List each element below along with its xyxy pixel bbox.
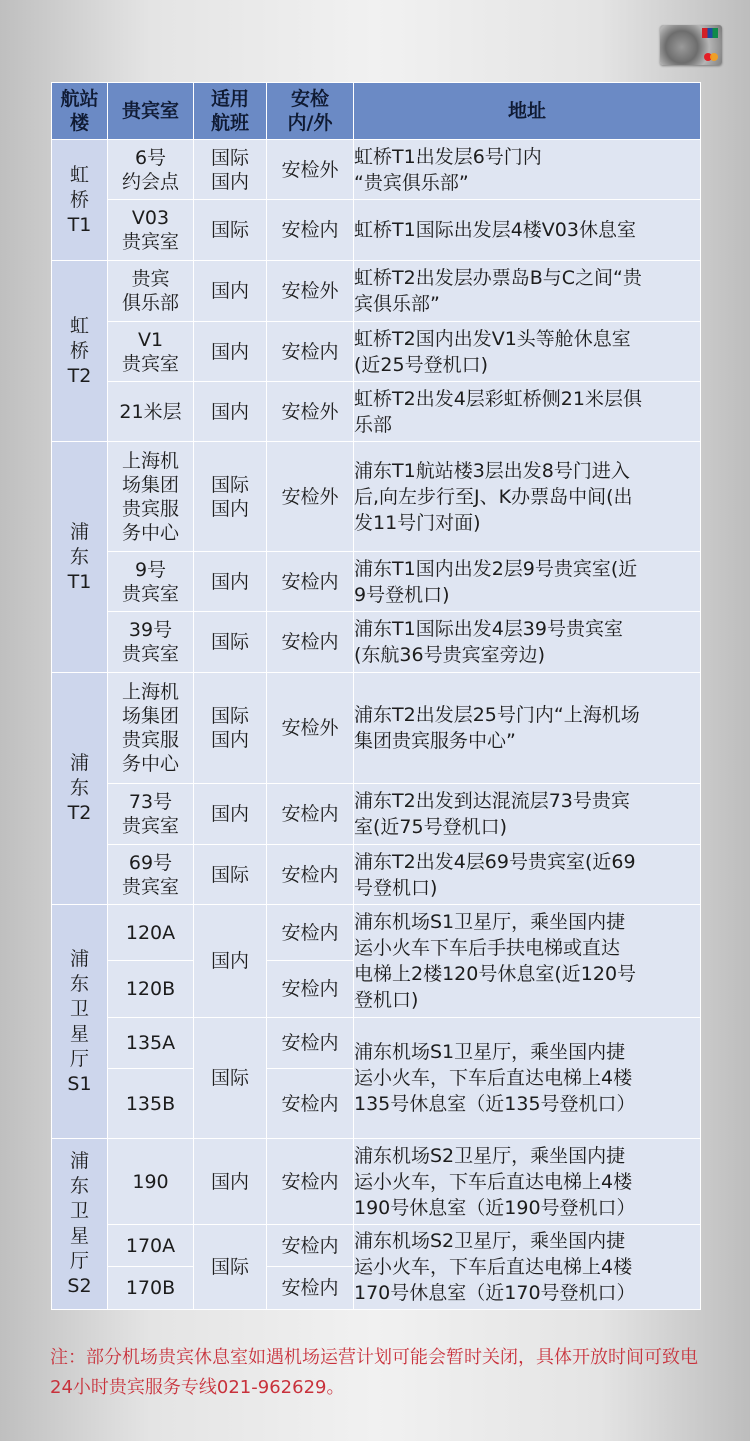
- lounge-cell: 135A: [108, 1018, 194, 1069]
- address-cell: 浦东机场S2卫星厅，乘坐国内捷 运小火车，下车后直达电梯上4楼 170号休息室（近170号登机口）: [354, 1225, 701, 1310]
- security-cell: 安检内: [267, 961, 354, 1018]
- lounge-cell: 39号 贵宾室: [108, 612, 194, 673]
- flights-cell: 国内: [194, 261, 267, 322]
- address-cell: 虹桥T1国际出发层4楼V03休息室: [354, 200, 701, 261]
- lounge-cell: 73号 贵宾室: [108, 784, 194, 845]
- address-cell: 虹桥T2国内出发V1头等舱休息室 (近25号登机口): [354, 322, 701, 382]
- lounge-cell: 上海机 场集团 贵宾服 务中心: [108, 673, 194, 784]
- terminal-cell-pudong-s1: 浦 东 卫 星 厅 S1: [52, 905, 108, 1139]
- security-cell: 安检内: [267, 784, 354, 845]
- table-row: [52, 442, 701, 552]
- flights-cell: 国际 国内: [194, 140, 267, 200]
- flights-cell: 国际: [194, 200, 267, 261]
- terminal-cell-hongqiao-t2: 虹 桥 T2: [52, 261, 108, 442]
- address-cell: 浦东T2出发层25号门内“上海机场 集团贵宾服务中心”: [354, 673, 701, 784]
- security-cell: 安检内: [267, 612, 354, 673]
- header-terminal: 航站 楼: [52, 83, 108, 140]
- flights-cell: 国内: [194, 905, 267, 1018]
- security-cell: 安检内: [267, 845, 354, 905]
- terminal-cell-pudong-s2: 浦 东 卫 星 厅 S2: [52, 1139, 108, 1310]
- address-cell: 浦东机场S1卫星厅，乘坐国内捷 运小火车，下车后直达电梯上4楼 135号休息室（近135号登机口）: [354, 1018, 701, 1139]
- header-security: 安检 内/外: [267, 83, 354, 140]
- flights-cell: 国际: [194, 1018, 267, 1139]
- terminal-cell-pudong-t1: 浦 东 T1: [52, 442, 108, 673]
- header-flights: 适用 航班: [194, 83, 267, 140]
- flights-cell: 国际 国内: [194, 442, 267, 552]
- address-cell: 浦东T1航站楼3层出发8号门进入 后,向左步行至J、K办票岛中间(出 发11号门对面): [354, 442, 701, 552]
- table-row: [52, 845, 701, 905]
- security-cell: 安检外: [267, 442, 354, 552]
- security-cell: 安检内: [267, 322, 354, 382]
- security-cell: 安检内: [267, 1267, 354, 1310]
- terminal-cell-pudong-t2: 浦 东 T2: [52, 673, 108, 905]
- address-cell: 浦东机场S2卫星厅，乘坐国内捷 运小火车，下车后直达电梯上4楼 190号休息室（近190号登机口）: [354, 1139, 701, 1225]
- address-cell: 浦东T1国内出发2层9号贵宾室(近 9号登机口): [354, 552, 701, 612]
- header-lounge: 贵宾室: [108, 83, 194, 140]
- flights-cell: 国内: [194, 322, 267, 382]
- flights-cell: 国际: [194, 612, 267, 673]
- security-cell: 安检外: [267, 140, 354, 200]
- flights-cell: 国际 国内: [194, 673, 267, 784]
- address-cell: 虹桥T2出发4层彩虹桥侧21米层俱 乐部: [354, 382, 701, 442]
- lounge-cell: 170A: [108, 1225, 194, 1267]
- lounge-cell: 6号 约会点: [108, 140, 194, 200]
- flights-cell: 国内: [194, 382, 267, 442]
- address-cell: 浦东T2出发到达混流层73号贵宾 室(近75号登机口): [354, 784, 701, 845]
- flights-cell: 国内: [194, 784, 267, 845]
- security-cell: 安检外: [267, 673, 354, 784]
- lounge-cell: 21米层: [108, 382, 194, 442]
- terminal-cell-hongqiao-t1: 虹 桥 T1: [52, 140, 108, 261]
- security-cell: 安检外: [267, 261, 354, 322]
- flights-cell: 国内: [194, 552, 267, 612]
- table-row: [52, 200, 701, 261]
- security-cell: 安检内: [267, 1018, 354, 1069]
- table-row: [52, 905, 701, 961]
- header-address: 地址: [354, 83, 701, 140]
- lounge-cell: 190: [108, 1139, 194, 1225]
- table-row: [52, 322, 701, 382]
- table-row: [52, 784, 701, 845]
- address-cell: 浦东T1国际出发4层39号贵宾室 (东航36号贵宾室旁边): [354, 612, 701, 673]
- footnote: 注：部分机场贵宾休息室如遇机场运营计划可能会暂时关闭，具体开放时间可致电24小时贵宾服务专线021-962629。: [50, 1347, 698, 1398]
- table-row: [52, 1225, 701, 1267]
- lounge-cell: 170B: [108, 1267, 194, 1310]
- lounge-cell: 9号 贵宾室: [108, 552, 194, 612]
- lounge-cell: 贵宾 俱乐部: [108, 261, 194, 322]
- table-row: [52, 1139, 701, 1225]
- address-cell: 虹桥T1出发层6号门内 “贵宾俱乐部”: [354, 140, 701, 200]
- unionpay-icon: [702, 28, 718, 38]
- address-cell: 浦东机场S1卫星厅，乘坐国内捷 运小火车下车后手扶电梯或直达 电梯上2楼120号休息室(近120号 登机口): [354, 905, 701, 1018]
- flights-cell: 国际: [194, 1225, 267, 1310]
- flights-cell: 国际: [194, 845, 267, 905]
- table-row: [52, 612, 701, 673]
- lounge-cell: V03 贵宾室: [108, 200, 194, 261]
- lounge-cell: 上海机 场集团 贵宾服 务中心: [108, 442, 194, 552]
- security-cell: 安检内: [267, 200, 354, 261]
- table-row: [52, 140, 701, 200]
- lounge-cell: 120B: [108, 961, 194, 1018]
- lounge-cell: V1 贵宾室: [108, 322, 194, 382]
- table-row: [52, 552, 701, 612]
- lounge-cell: 135B: [108, 1069, 194, 1139]
- table-row: [52, 382, 701, 442]
- table-row: [52, 1018, 701, 1069]
- flights-cell: 国内: [194, 1139, 267, 1225]
- lounge-cell: 120A: [108, 905, 194, 961]
- table-row: [52, 673, 701, 784]
- security-cell: 安检内: [267, 1225, 354, 1267]
- security-cell: 安检内: [267, 905, 354, 961]
- security-cell: 安检外: [267, 382, 354, 442]
- address-cell: 虹桥T2出发层办票岛B与C之间“贵 宾俱乐部”: [354, 261, 701, 322]
- security-cell: 安检内: [267, 1139, 354, 1225]
- table-row: [52, 261, 701, 322]
- lounge-cell: 69号 贵宾室: [108, 845, 194, 905]
- security-cell: 安检内: [267, 552, 354, 612]
- table-header-row: [52, 83, 701, 140]
- security-cell: 安检内: [267, 1069, 354, 1139]
- address-cell: 浦东T2出发4层69号贵宾室(近69 号登机口): [354, 845, 701, 905]
- lounge-table: [51, 82, 701, 1310]
- mastercard-icon: [704, 53, 718, 61]
- bank-card-logo: [660, 25, 722, 65]
